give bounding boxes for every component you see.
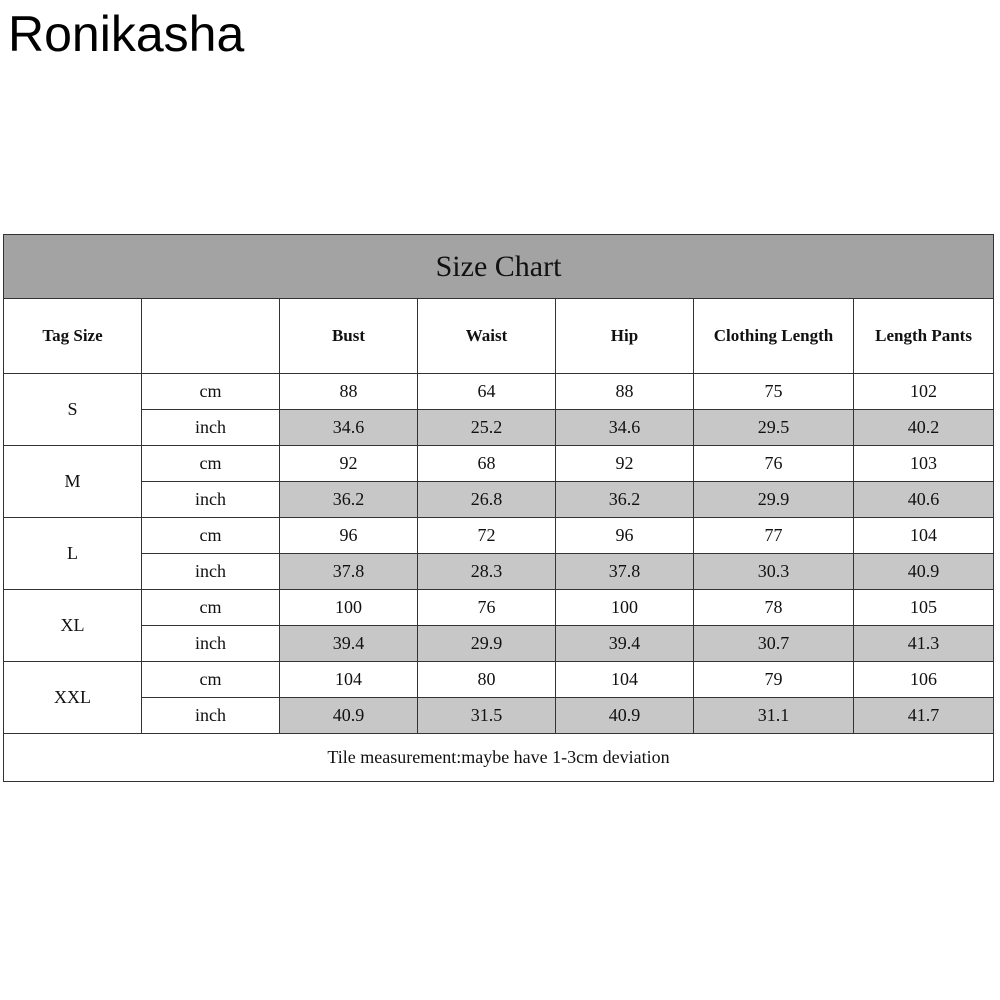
- measurement-cell: 31.5: [418, 698, 556, 734]
- unit-label: cm: [142, 518, 280, 554]
- unit-label: cm: [142, 590, 280, 626]
- brand-name: Ronikasha: [8, 6, 245, 62]
- measurement-cell: 25.2: [418, 410, 556, 446]
- header-hip: Hip: [556, 299, 694, 374]
- size-row-inch: [4, 410, 994, 446]
- measurement-cell: 79: [694, 662, 854, 698]
- measurement-cell: 100: [280, 590, 418, 626]
- size-row-cm: [4, 518, 994, 554]
- measurement-cell: 64: [418, 374, 556, 410]
- unit-label: inch: [142, 410, 280, 446]
- measurement-cell: 72: [418, 518, 556, 554]
- size-label: M: [4, 446, 142, 518]
- measurement-cell: 96: [556, 518, 694, 554]
- unit-label: cm: [142, 446, 280, 482]
- measurement-cell: 30.7: [694, 626, 854, 662]
- measurement-cell: 40.9: [854, 554, 994, 590]
- size-row-cm: [4, 590, 994, 626]
- measurement-cell: 34.6: [280, 410, 418, 446]
- measurement-cell: 106: [854, 662, 994, 698]
- header-unit: [142, 299, 280, 374]
- unit-label: inch: [142, 626, 280, 662]
- measurement-cell: 30.3: [694, 554, 854, 590]
- measurement-cell: 41.7: [854, 698, 994, 734]
- size-row-cm: [4, 374, 994, 410]
- measurement-cell: 36.2: [280, 482, 418, 518]
- unit-label: inch: [142, 482, 280, 518]
- header-length-pants: Length Pants: [854, 299, 994, 374]
- size-chart-table: [3, 234, 994, 782]
- chart-title: Size Chart: [4, 235, 994, 299]
- size-row-inch: [4, 626, 994, 662]
- measurement-cell: 75: [694, 374, 854, 410]
- measurement-cell: 29.9: [418, 626, 556, 662]
- measurement-cell: 96: [280, 518, 418, 554]
- measurement-cell: 39.4: [556, 626, 694, 662]
- measurement-cell: 88: [280, 374, 418, 410]
- measurement-cell: 105: [854, 590, 994, 626]
- measurement-cell: 37.8: [556, 554, 694, 590]
- measurement-cell: 80: [418, 662, 556, 698]
- size-row-cm: [4, 446, 994, 482]
- measurement-cell: 100: [556, 590, 694, 626]
- measurement-cell: 92: [280, 446, 418, 482]
- measurement-cell: 102: [854, 374, 994, 410]
- measurement-cell: 26.8: [418, 482, 556, 518]
- measurement-cell: 40.2: [854, 410, 994, 446]
- measurement-cell: 37.8: [280, 554, 418, 590]
- header-clothing-length: Clothing Length: [694, 299, 854, 374]
- size-row-inch: [4, 554, 994, 590]
- measurement-cell: 103: [854, 446, 994, 482]
- measurement-cell: 29.5: [694, 410, 854, 446]
- measurement-cell: 92: [556, 446, 694, 482]
- header-row: [4, 299, 994, 374]
- measurement-cell: 41.3: [854, 626, 994, 662]
- measurement-cell: 40.9: [280, 698, 418, 734]
- size-label: XL: [4, 590, 142, 662]
- measurement-cell: 88: [556, 374, 694, 410]
- measurement-cell: 40.6: [854, 482, 994, 518]
- size-label: L: [4, 518, 142, 590]
- measurement-cell: 68: [418, 446, 556, 482]
- size-label: XXL: [4, 662, 142, 734]
- unit-label: inch: [142, 698, 280, 734]
- size-row-inch: [4, 482, 994, 518]
- unit-label: cm: [142, 662, 280, 698]
- measurement-cell: 104: [854, 518, 994, 554]
- unit-label: inch: [142, 554, 280, 590]
- measurement-cell: 36.2: [556, 482, 694, 518]
- measurement-cell: 78: [694, 590, 854, 626]
- measurement-cell: 34.6: [556, 410, 694, 446]
- measurement-note: Tile measurement:maybe have 1-3cm deviation: [4, 734, 994, 782]
- measurement-cell: 76: [418, 590, 556, 626]
- measurement-cell: 104: [280, 662, 418, 698]
- measurement-cell: 104: [556, 662, 694, 698]
- measurement-cell: 76: [694, 446, 854, 482]
- measurement-cell: 31.1: [694, 698, 854, 734]
- header-waist: Waist: [418, 299, 556, 374]
- measurement-cell: 28.3: [418, 554, 556, 590]
- measurement-cell: 29.9: [694, 482, 854, 518]
- measurement-cell: 40.9: [556, 698, 694, 734]
- measurement-cell: 77: [694, 518, 854, 554]
- size-row-cm: [4, 662, 994, 698]
- header-bust: Bust: [280, 299, 418, 374]
- size-row-inch: [4, 698, 994, 734]
- unit-label: cm: [142, 374, 280, 410]
- size-label: S: [4, 374, 142, 446]
- measurement-cell: 39.4: [280, 626, 418, 662]
- header-tag-size: Tag Size: [4, 299, 142, 374]
